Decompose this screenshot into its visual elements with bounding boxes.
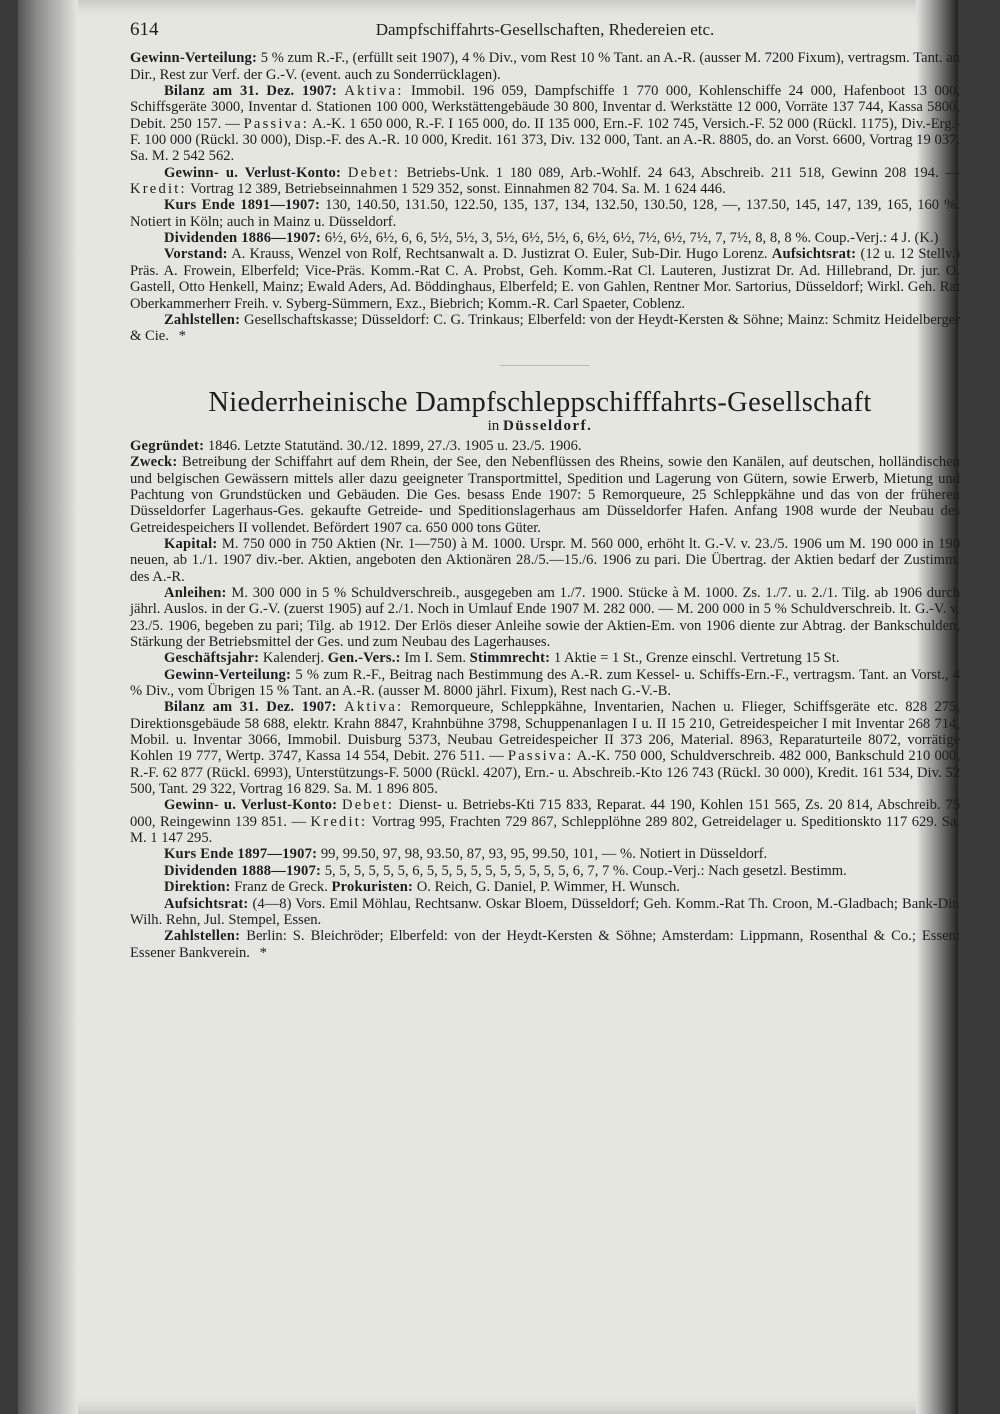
page-number: 614: [130, 19, 159, 40]
s2-end-star: *: [259, 944, 267, 961]
s1-guv-paragraph: [130, 165, 960, 198]
s2-zahlstellen-paragraph: [130, 928, 960, 961]
s1-dividenden-paragraph: [130, 230, 960, 246]
book-page: [18, 0, 961, 1414]
page-content: [130, 19, 961, 961]
s2-passiva-label: Passiva:: [507, 748, 574, 765]
s1-gewinn-label: Gewinn-Verteilung:: [130, 50, 258, 67]
s2-stimmrecht-label: Stimmrecht:: [469, 650, 551, 667]
s2-gegruendet-paragraph: [130, 438, 960, 454]
s1-kurs-paragraph: [130, 197, 960, 230]
s2-passiva-text: A.-K. 750 000, Schuldverschreib. 482 000, Bankschuld 210 000, R.-F. 62 877 (Rückl. 6993), Unterstützungs-F. 5000 (Rückl. 4207), Ern.- u. Abschreib.-Kto 126 743 (Rückl. 30 000), Kredit. 161 534, Div. 52 500, Tant. 29 322, Vortrag 16 829. Sa. M. 1 896 805.: [130, 748, 961, 798]
running-title: Dampfschiffahrts-Gesellschaften, Rhedereien etc.: [375, 20, 715, 39]
s2-zweck-paragraph: [130, 454, 960, 536]
company-city-line: [130, 418, 950, 434]
s2-zweck-text: Betreibung der Schiffahrt auf dem Rhein, der See, den Nebenflüssen des Rheins, sowie den Kanälen, auf deutschen, holländischen und belgischen Gewässern mittels aller dazu geeigneter Transportmittel, Spedition und Lagerung von Gütern, sowie Erwerb, Mietung und Pachtung von Grundstücken und Gebäuden. Die Ges. besass Ende 1907: 5 Remorqueure, 25 Schleppkähne und das von der früheren Düsseldorfer Lagerhaus-Ges. gekaufte Getreide- und Speditionslagerhaus am Düsseldorfer Hafen. Anfang 1908 wurde der Neubau des Getreidespeichers II vollendet. Befördert 1907 ca. 650 000 tons Güter.: [130, 454, 960, 536]
s2-prokuristen-text: O. Reich, G. Daniel, P. Wimmer, H. Wunsch.: [416, 879, 680, 896]
s2-kredit-label: Kredit:: [310, 813, 368, 830]
s2-bilanz-label: Bilanz am 31. Dez. 1907:: [164, 699, 337, 716]
s2-aufsichtsrat-text: (4—8) Vors. Emil Möhlau, Rechtsanw. Oskar Bloem, Düsseldorf; Geh. Komm.-Rat Th. Croon, M.-Gladbach; Bank-Dir. Wilh. Rehn, Jul. Stempel, Essen.: [130, 895, 960, 928]
s2-gegruendet-text: 1846. Letzte Statutänd. 30./12. 1899, 27./3. 1905 u. 23./5. 1906.: [207, 437, 582, 454]
s1-gewinn-text: 5 % zum R.-F., (erfüllt seit 1907), 4 % Div., vom Rest 10 % Tant. an A.-R. (ausser M. 7200 Fixum), vertragsm. Tant. an Dir., Rest zur Verf. der G.-V. (event. auch zu Sonderrücklagen).: [130, 50, 961, 83]
s2-kapital-text: M. 750 000 in 750 Aktien (Nr. 1—750) à M. 1000. Urspr. M. 560 000, erhöht lt. G.-V. v. 23./5. 1906 um M. 190 000 in 190 neuen, ab 1./1. 1907 div.-ber. Aktien, angeboten den Aktionären 28./5.—15./6. 1906 zu pari. Die Übertrag. der Aktien bedarf der Zustimm. des A.-R.: [130, 535, 960, 585]
s2-bilanz-text: Remorqueure, Schleppkähne, Inventarien, Nachen u. Flieger, Schiffsgeräte etc. 828 275, Direktionsgebäude 58 688, elektr. Krahn 8847, Krahnbühne 3798, Schuppenanlagen I u. II 15 210, Getreidespeicher I mit Inventar 268 714, Mobil. u. Inventar 3066, Immobil. Duisburg 5373, Neubau Getreidespeicher II 373 206, Material. 8963, Reparaturteile 8072, vorrätige Kohlen 19 777, Wertp. 3747, Kassa 14 554, Debit. 276 511.: [130, 699, 961, 765]
company-name: Niederrheinische Dampfschleppschifffahrts-Gesellschaft: [208, 386, 872, 418]
s1-guv-label: Gewinn- u. Verlust-Konto:: [164, 164, 342, 181]
s1-vorstand-label: Vorstand:: [164, 246, 228, 263]
s1-zahlstellen-text: Gesellschaftskasse; Düsseldorf: C. G. Trinkaus; Elberfeld: von der Heydt-Kersten & Söhne; Mainz: Schmitz Heidelberger & Cie.: [130, 311, 960, 345]
s2-kurs-paragraph: [130, 846, 960, 862]
s1-gewinn-paragraph: [130, 50, 960, 83]
s2-dividenden-label: Dividenden 1888—1907:: [164, 862, 322, 879]
s2-prokuristen-label: Prokuristen:: [331, 879, 414, 896]
s1-guv-kredit: Vortrag 12 389, Betriebseinnahmen 1 529 352, sonst. Einnahmen 82 704. Sa. M. 1 624 446.: [190, 181, 726, 198]
s1-zahlstellen-label: Zahlstellen:: [164, 311, 241, 328]
company-in-label: in: [487, 417, 500, 434]
s2-direktion-paragraph: [130, 879, 960, 895]
page-binding-shadow: [18, 0, 78, 1414]
s2-aufsichtsrat-label: Aufsichtsrat:: [164, 895, 249, 912]
s2-guv-kredit: Vortrag 995, Frachten 729 867, Schlepplöhne 289 802, Getreidelager u. Speditionskto 117 629. Sa. M. 1 147 295.: [130, 813, 961, 847]
s1-bilanz-paragraph: [130, 83, 960, 165]
s1-aufsichtsrat-text: (12 u. 12 Stellv.) Präs. A. Frowein, Elberfeld; Vice-Präs. Komm.-Rat C. A. Probst, Geh. Komm.-Rat Cl. Lauteren, Justizrat Dr. Ad. Hillebrand, Dr. jur. O. Gastell, Otto Henkell, Mainz; Ewald Aders, Ad. Böddinghaus, Elberfeld; E. von Gahlen, Rentner Mor. Sartorius, Düsseldorf; Wirkl. Geh. Rat Oberkammerherr Freih. v. Syberg-Sümmern, Exz., Biebrich; Komm.-R. Carl Spaeter, Coblenz.: [130, 246, 960, 312]
s2-geschaeftsjahr-label: Geschäftsjahr:: [164, 650, 260, 667]
s2-dividenden-text: 5, 5, 5, 5, 5, 5, 6, 5, 5, 5, 5, 5, 5, 5, 5, 5, 5, 6, 7, 7 %. Coup.-Verj.: Nach gesetzl. Bestimm.: [324, 862, 847, 879]
s2-zahlstellen-text: Berlin: S. Bleichröder; Elberfeld: von der Heydt-Kersten & Söhne; Amsterdam: Lippmann, Rosenthal & Co.; Essen: Essener Bankverein.: [130, 928, 960, 961]
s2-direktion-label: Direktion:: [164, 879, 231, 896]
s2-aktiva-label: Aktiva:: [344, 699, 404, 716]
s1-kurs-text: 130, 140.50, 131.50, 122.50, 135, 137, 134, 132.50, 130.50, 128, —, 137.50, 145, 147, 139, 165, 160 %. Notiert in Köln; auch in Mainz u. Düsseldorf.: [130, 197, 960, 230]
section-divider: [500, 365, 590, 366]
s2-guv-paragraph: [130, 797, 960, 846]
s2-genvers-text: Im I. Sem.: [404, 650, 466, 667]
s2-gewinn-text: 5 % zum R.-F., Beitrag nach Bestimmung des A.-R. zum Kessel- u. Schiffs-Ern.-F., vertragsm. Tant. an Vorst., 4 % Div., vom Übrigen 15 % Tant. an A.-R. (ausser M. 8000 jährl. Fixum), Rest nach G.-V.-B.: [130, 666, 960, 700]
s2-gegruendet-label: Gegründet:: [130, 437, 205, 454]
s1-passiva-text: A.-K. 1 650 000, R.-F. I 165 000, do. II 135 000, Ern.-F. 102 745, Versich.-F. 52 000 (Rückl. 1175), Div.-Erg.-F. 100 000 (Rückl. 30 000), Disp.-F. des A.-R. 10 000, Kredit. 161 373, Div. 132 000, Tant. an A.-R. 8805, do. an Vorst. 6600, Vortrag 19 037. Sa. M. 2 542 562.: [130, 115, 961, 165]
s2-zweck-label: Zweck:: [130, 454, 178, 471]
s2-guv-label: Gewinn- u. Verlust-Konto:: [164, 797, 338, 814]
s2-kapital-label: Kapital:: [164, 535, 218, 552]
s1-kredit-label: Kredit:: [130, 181, 187, 198]
s1-passiva-label: Passiva:: [243, 115, 310, 132]
s2-kurs-label: Kurs Ende 1897—1907:: [164, 846, 318, 863]
s2-zahlstellen-label: Zahlstellen:: [164, 928, 241, 945]
s1-end-star: *: [178, 328, 186, 345]
s1-bilanz-label: Bilanz am 31. Dez. 1907:: [164, 83, 337, 100]
s1-aktiva-label: Aktiva:: [344, 83, 404, 100]
s2-stimmrecht-text: 1 Aktie = 1 St., Grenze einschl. Vertretung 15 St.: [553, 650, 840, 667]
s1-aufsichtsrat-label: Aufsichtsrat:: [771, 246, 857, 263]
s1-dividenden-text: 6½, 6½, 6½, 6, 6, 5½, 5½, 3, 5½, 6½, 5½, 6, 6½, 6½, 7½, 6½, 7½, 7, 7½, 8, 8, 8 %. Coup.-Verj.: 4 J. (K.): [324, 230, 939, 247]
s1-dividenden-label: Dividenden 1886—1907:: [164, 230, 322, 247]
s1-vorstand-paragraph: [130, 246, 960, 311]
s2-gewinn-label: Gewinn-Verteilung:: [164, 666, 292, 683]
s1-vorstand-text: A. Krauss, Wenzel von Rolf, Rechtsanwalt a. D. Justizrat O. Euler, Sub-Dir. Hugo Lorenz.: [231, 246, 768, 263]
s1-bilanz-text: Immobil. 196 059, Dampfschiffe 1 770 000, Kohlenschiffe 24 000, Hafenboot 13 000, Schiffsgeräte 3000, Inventar d. Stationen 100 000, Werkstättengebäude 30 800, Inventar d. Werkstätte 12 000, Vorräte 137 744, Kassa 5800, Debit. 250 157. —: [130, 83, 961, 132]
s2-guv-debet: Dienst- u. Betriebs-Kti 715 833, Reparat. 44 190, Kohlen 151 565, Zs. 20 814, Abschreib. 75 000, Reingewinn 139 851. —: [130, 797, 960, 830]
s1-guv-debet: Betriebs-Unk. 1 180 089, Arb.-Wohlf. 24 643, Abschreib. 211 518, Gewinn 208 194. —: [406, 164, 960, 181]
company-city: Düsseldorf.: [503, 417, 593, 434]
s2-anleihen-paragraph: [130, 585, 960, 650]
s2-direktion-text: Franz de Greck.: [234, 879, 328, 896]
s2-gewinn-paragraph: [130, 667, 960, 700]
running-header: [130, 19, 960, 40]
s2-genvers-label: Gen.-Vers.:: [327, 650, 401, 667]
s2-anleihen-label: Anleihen:: [164, 584, 227, 601]
s1-zahlstellen-paragraph: [130, 312, 960, 345]
s2-kapital-paragraph: [130, 536, 960, 585]
s2-geschaeftsjahr-paragraph: [130, 650, 960, 666]
s2-anleihen-text: M. 300 000 in 5 % Schuldverschreib., ausgegeben am 1./7. 1900. Stücke à M. 1000. Zs. 1./7. u. 2./1. Tilg. ab 1906 durch jährl. Auslos. in der G.-V. (zuerst 1905) auf 2./1. Noch in Umlauf Ende 1907 M. 282 000. — M. 200 000 in 5 % Schuldverschreib. lt. G.-V. v. 23./5. 1906, begeben zu pari; Tilg. ab 1912. Der Erlös dieser Anleihe sowie der Aktien-Em. von 1906 diente zur Abtrag. der Bankschulden, Stärkung der Betriebsmittel der Ges. und zum Neubau des Lagerhauses.: [130, 584, 960, 650]
s2-kurs-text: 99, 99.50, 97, 98, 93.50, 87, 93, 95, 99.50, 101, — %. Notiert in Düsseldorf.: [320, 846, 768, 863]
s1-debet-label: Debet:: [347, 164, 400, 181]
s2-bilanz-paragraph: Bilanz am 31. Dez. 1907: Aktiva: Remorqueure, Schleppkähne, Inventarien, Nachen u. Flieger, Schiffsgeräte etc. 828 275, Direktionsgebäude 58 688, elektr. Krahn 8847, Krahnbühne 3798, Schuppenanlagen I u. II 15 210, Getreidespeicher I mit Inventar 268 714, Mobil. u. Inventar 3066, Immobil. Duisburg 5373, Neubau Getreidespeicher II 373 206, Material. 8963, Reparaturteile 8072, vorrätige Kohlen 19 777, Wertp. 3747, Kassa 14 554, Debit. 276 511. — Passiva: A.-K. 750 000, Schuldverschreib. 482 000, Bankschuld 210 000, R.-F. 62 877 (Rückl. 6993), Unterstützungs-F. 5000 (Rückl. 4207), Ern.- u. Abschreib.-Kto 126 743 (Rückl. 30 000), Kredit. 161 534, Div. 52 500, Tant. 29 322, Vortrag 16 829. Sa. M. 1 896 805.: [130, 699, 961, 798]
s2-geschaeftsjahr-text: Kalenderj.: [262, 650, 325, 667]
s2-aufsichtsrat-paragraph: [130, 896, 960, 929]
s2-debet-label: Debet:: [341, 797, 395, 814]
s1-kurs-label: Kurs Ende 1891—1907:: [164, 197, 321, 214]
s2-dividenden-paragraph: [130, 863, 960, 879]
